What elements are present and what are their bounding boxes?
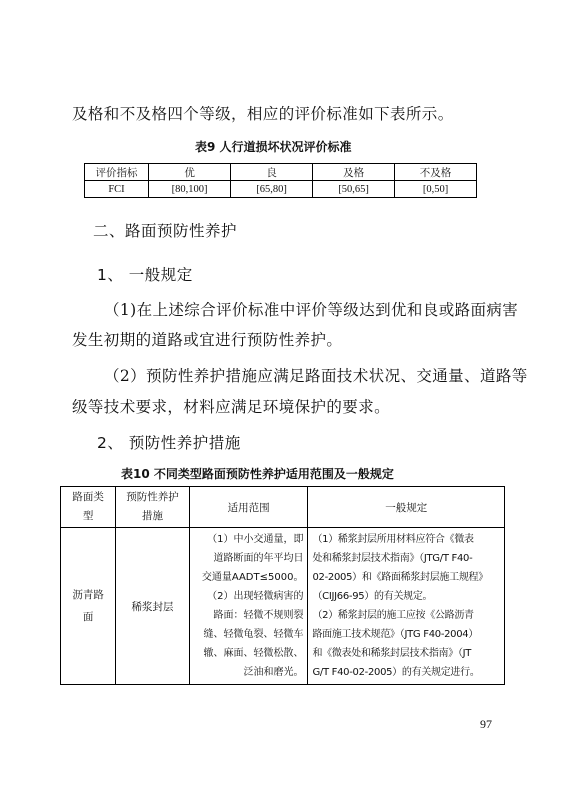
table9-header-row bbox=[85, 164, 477, 181]
type-text: 面 bbox=[82, 611, 94, 623]
para1-line2: 发生初期的道路或宜进行预防性养护。 bbox=[72, 331, 343, 349]
table10-scope-cell bbox=[189, 528, 308, 685]
table10 bbox=[60, 486, 505, 685]
para2-line2: 级等技术要求，材料应满足环境保护的要求。 bbox=[72, 398, 391, 416]
table10-rules-cell bbox=[308, 528, 505, 685]
rules-line: 02-2005）和《路面稀浆封层施工规程》 bbox=[312, 572, 488, 583]
intro-line: 及格和不及格四个等级，相应的评价标准如下表所示。 bbox=[72, 105, 454, 123]
table10-header-cell bbox=[189, 487, 308, 528]
scope-line: （2）出现轻微病害的 bbox=[207, 591, 304, 602]
table10-measure-cell: 稀浆封层 bbox=[116, 528, 190, 685]
type-text: 沥青路 bbox=[72, 589, 104, 601]
table10-type-cell bbox=[61, 528, 116, 685]
table10-row bbox=[61, 528, 505, 685]
table9-cell: [50,65] bbox=[313, 181, 395, 198]
scope-line: 辙、麻面、轻微松散、 bbox=[203, 648, 304, 659]
table9-cell: FCI bbox=[85, 181, 149, 198]
table9-header-cell: 不及格 bbox=[395, 164, 477, 181]
para2-line1: （2）预防性养护措施应满足路面技术状况、交通量、道路等 bbox=[104, 367, 528, 385]
header-text: 一般规定 bbox=[385, 501, 428, 514]
table9-header-cell: 评价指标 bbox=[85, 164, 149, 181]
table9-header-cell: 良 bbox=[231, 164, 313, 181]
table9-caption: 表9 人行道损坏状况评价标准 bbox=[195, 140, 352, 154]
scope-line: 道路断面的年平均日 bbox=[213, 553, 304, 564]
table10-header-cell bbox=[308, 487, 505, 528]
table9-header-cell: 优 bbox=[149, 164, 231, 181]
header-text: 措施 bbox=[142, 510, 164, 522]
scope-line: （1）中小交通量，即 bbox=[207, 534, 304, 545]
table10-caption: 表10 不同类型路面预防性养护适用范围及一般规定 bbox=[121, 467, 394, 481]
para1-line1: （1)在上述综合评价标准中评价等级达到优和良或路面病害 bbox=[104, 301, 519, 319]
table9-cell: [65,80] bbox=[231, 181, 313, 198]
header-text: 预防性养护 bbox=[126, 491, 179, 503]
scope-line: 路面：轻微不规则裂 bbox=[213, 610, 304, 621]
table9-cell: [0,50] bbox=[395, 181, 477, 198]
scope-line: 缝、轻微龟裂、轻微车 bbox=[203, 629, 304, 640]
rules-line: 处和稀浆封层技术指南》（JTG/T F40- bbox=[312, 553, 473, 564]
rules-line: （1）稀浆封层所用材料应符合《微表 bbox=[312, 534, 474, 545]
header-text: 型 bbox=[82, 510, 94, 522]
sub2-heading: 2、 预防性养护措施 bbox=[97, 434, 241, 452]
table10-header-cell bbox=[61, 487, 116, 528]
page-number: 97 bbox=[480, 717, 492, 731]
rules-line: G/T F40-02-2005）的有关规定进行。 bbox=[312, 667, 480, 678]
header-text: 适用范围 bbox=[227, 501, 270, 514]
table9 bbox=[84, 163, 477, 198]
rules-line: 路面施工技术规范》（JTG F40-2004） bbox=[312, 629, 479, 640]
table10-header-cell bbox=[116, 487, 190, 528]
table10-header-row bbox=[61, 487, 505, 528]
section2-heading: 二、路面预防性养护 bbox=[93, 222, 238, 240]
header-text: 路面类 bbox=[72, 491, 104, 503]
table9-header-cell: 及格 bbox=[313, 164, 395, 181]
table9-row bbox=[85, 181, 477, 198]
rules-line: 和《微表处和稀浆封层技术指南》（JT bbox=[312, 648, 472, 659]
scope-line: 交通量AADT≤5000。 bbox=[201, 572, 304, 583]
rules-line: （2）稀浆封层的施工应按《公路沥青 bbox=[312, 610, 474, 621]
rules-line: （CIJJ66-95）的有关规定。 bbox=[312, 591, 433, 602]
sub1-heading: 1、 一般规定 bbox=[97, 266, 193, 284]
scope-line: 泛油和磨光。 bbox=[243, 667, 304, 678]
table9-cell: [80,100] bbox=[149, 181, 231, 198]
